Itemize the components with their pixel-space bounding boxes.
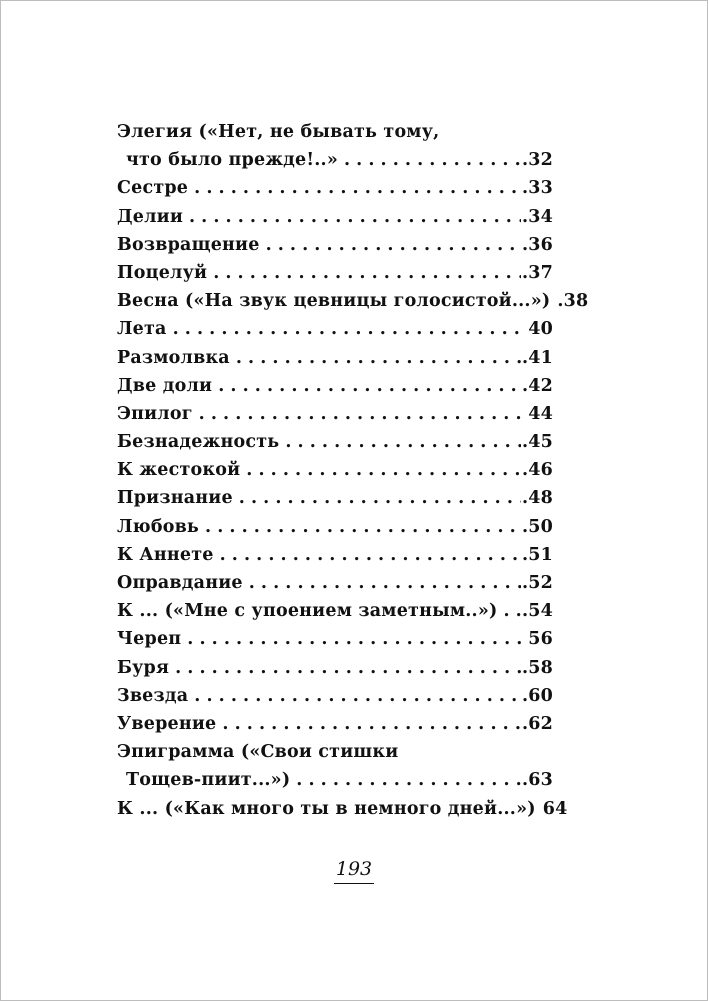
toc-entry-page: .45	[521, 432, 553, 453]
toc-entry-title-line	[117, 344, 553, 372]
toc-entry-page: .54	[521, 601, 553, 622]
toc-entry-page: .52	[521, 573, 553, 593]
dot-leader	[216, 710, 521, 738]
toc-entry-page: .60	[521, 685, 553, 706]
toc-entry-title: Звезда	[117, 685, 189, 706]
toc-entry-title-line	[117, 259, 553, 287]
toc-entry	[117, 174, 553, 202]
dot-leader	[193, 400, 528, 428]
toc-entry-page: 40	[528, 319, 553, 340]
dot-leader	[212, 372, 521, 400]
toc-entry-title-line	[117, 287, 589, 315]
toc-entry-page: .42	[521, 375, 553, 396]
dot-leader	[279, 428, 521, 456]
toc-entry-title-line	[117, 541, 553, 569]
toc-entry-page: .38	[557, 291, 589, 312]
toc-entry-title: К жестокой	[117, 460, 241, 481]
dot-leader	[230, 344, 521, 372]
toc-entry-page: .34	[521, 206, 553, 227]
toc-entry-title: Безнадежность	[117, 432, 280, 453]
toc-entry-title-line	[117, 682, 553, 710]
toc-entry-title: Череп	[117, 629, 182, 650]
toc-entry-title: Делии	[117, 206, 183, 227]
toc-entry-title-line	[117, 315, 553, 343]
toc-entry	[117, 259, 553, 287]
toc-entry-title: К ... («Мне с упоением заметным..»)	[117, 601, 498, 622]
toc-entry-title: Любовь	[117, 516, 200, 537]
dot-leader	[169, 654, 521, 682]
toc-entry-page: 64	[542, 798, 568, 819]
toc-entry-continuation-line	[117, 766, 553, 794]
toc-entry-title-line	[117, 597, 553, 625]
dot-leader	[188, 682, 521, 710]
dot-leader	[290, 766, 521, 794]
toc-entry-title-line	[117, 400, 553, 428]
toc-entry-title-line	[117, 231, 553, 259]
dot-leader	[233, 484, 521, 512]
table-of-contents	[117, 118, 589, 823]
toc-entry-page: .48	[521, 488, 553, 509]
toc-entry-title: Поцелуй	[117, 262, 208, 283]
toc-entry-title-line	[117, 738, 553, 766]
toc-entry	[117, 344, 553, 372]
dot-leader	[207, 259, 521, 287]
toc-entry-title: Признание	[117, 488, 233, 509]
toc-entry-title-line	[117, 569, 553, 597]
toc-entry-title: Оправдание	[117, 573, 243, 593]
toc-entry-page: .62	[521, 713, 553, 734]
toc-entry	[117, 738, 553, 794]
toc-entry	[117, 428, 553, 456]
dot-leader	[167, 315, 528, 343]
toc-entry-title: что было прежде!..»	[126, 150, 338, 171]
toc-entry-title: Сестре	[117, 178, 189, 199]
toc-entry-page: .50	[521, 516, 553, 537]
page-number	[0, 856, 708, 884]
dot-leader	[199, 513, 521, 541]
toc-entry-page: 56	[528, 629, 553, 650]
toc-entry-title: Эпиграмма («Свои стишки	[117, 742, 399, 763]
toc-entry-page: .51	[521, 544, 553, 565]
toc-entry-title-line	[117, 456, 553, 484]
toc-entry-title-line	[117, 513, 553, 541]
toc-entry-continuation-line	[117, 146, 553, 174]
toc-entry	[117, 118, 553, 174]
toc-entry-title: Две доли	[117, 375, 213, 396]
toc-entry-title: К Аннете	[117, 544, 214, 565]
toc-entry-title-line	[117, 174, 553, 202]
dot-leader	[338, 146, 521, 174]
toc-entry-page: .33	[521, 178, 553, 199]
toc-entry	[117, 456, 553, 484]
toc-entry-title-line	[117, 795, 568, 823]
toc-entry-title-line	[117, 203, 553, 231]
toc-entry-title: Элегия («Нет, не бывать тому,	[117, 122, 440, 142]
toc-entry-title: Буря	[117, 657, 170, 678]
toc-entry	[117, 569, 553, 597]
toc-entry	[117, 682, 553, 710]
dot-leader	[497, 597, 521, 625]
toc-entry-page: .37	[521, 262, 553, 283]
toc-entry-title-line	[117, 654, 553, 682]
toc-entry-page: .32	[521, 150, 553, 171]
toc-entry-title-line	[117, 372, 553, 400]
toc-entry-title-line	[117, 484, 553, 512]
toc-entry	[117, 597, 553, 625]
toc-entry-page: .36	[521, 234, 553, 255]
toc-entry	[117, 625, 553, 653]
toc-entry-page: 44	[528, 403, 553, 424]
dot-leader	[243, 569, 521, 597]
toc-entry	[117, 541, 553, 569]
toc-entry-page: .46	[521, 460, 553, 481]
toc-entry	[117, 287, 589, 315]
dot-leader	[260, 231, 521, 259]
toc-entry	[117, 513, 553, 541]
toc-entry-title: Размолвка	[117, 347, 230, 368]
toc-entry-title: К ... («Как много ты в немного дней...»)	[117, 798, 536, 819]
page-number-label: 193	[334, 856, 374, 884]
toc-entry	[117, 231, 553, 259]
toc-entry-title: Тощев-пиит...»)	[126, 770, 291, 791]
dot-leader	[214, 541, 521, 569]
toc-entry-title-line	[117, 118, 553, 146]
toc-entry-title-line	[117, 710, 553, 738]
toc-entry-page: .58	[521, 657, 553, 678]
toc-entry-title: Уверение	[117, 713, 217, 734]
toc-entry-page: .63	[521, 770, 553, 791]
toc-entry-title-line	[117, 625, 553, 653]
toc-entry-title: Весна («На звук цевницы голосистой...»)	[117, 291, 551, 312]
toc-entry	[117, 654, 553, 682]
toc-entry-title-line	[117, 428, 553, 456]
toc-entry-title: Возвращение	[117, 234, 260, 255]
toc-entry	[117, 795, 568, 823]
toc-entry	[117, 315, 553, 343]
dot-leader	[183, 203, 521, 231]
toc-entry	[117, 203, 553, 231]
toc-entry	[117, 372, 553, 400]
dot-leader	[240, 456, 521, 484]
dot-leader	[188, 174, 521, 202]
dot-leader	[181, 625, 527, 653]
toc-entry-title: Лета	[117, 319, 167, 340]
toc-entry	[117, 400, 553, 428]
toc-entry-page: .41	[521, 347, 553, 368]
toc-entry	[117, 484, 553, 512]
toc-entry	[117, 710, 553, 738]
toc-entry-title: Эпилог	[117, 403, 193, 424]
